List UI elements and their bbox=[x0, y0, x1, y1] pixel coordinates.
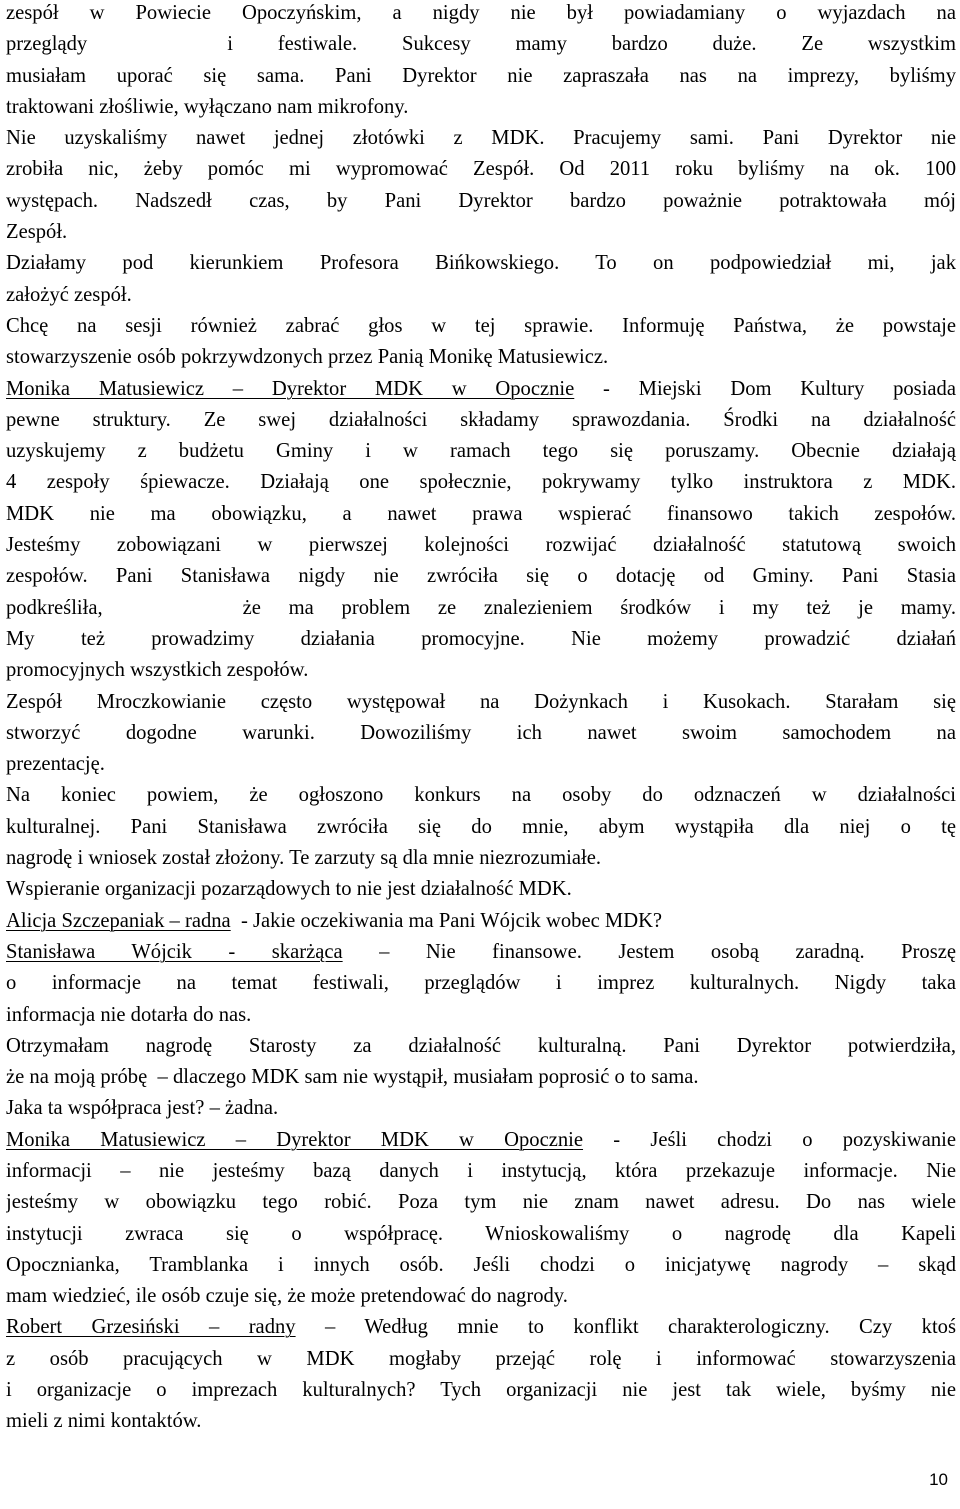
text-line bbox=[6, 1125, 956, 1156]
text-line: że na moją próbę – dlaczego MDK sam nie wystąpił, musiałam poprosić o to sama. bbox=[6, 1066, 699, 1089]
text-line: Opocznianka, Tramblanka i innych osób. Jeśli chodzi o inicjatywę nagrody – skąd bbox=[6, 1253, 956, 1276]
text-line: stowarzyszenie osób pokrzywdzonych przez Panią Monikę Matusiewicz. bbox=[6, 346, 609, 369]
text-line: informacji – nie jesteśmy bazą danych i instytucją, która przekazuje informacje. Nie bbox=[6, 1159, 956, 1182]
text-line: z osób pracujących w MDK mogłaby przejąć rolę i informować stowarzyszenia bbox=[6, 1347, 956, 1370]
text-line: promocyjnych wszystkich zespołów. bbox=[6, 659, 309, 682]
text-line: Zespół. bbox=[6, 221, 68, 244]
text-line: Na koniec powiem, że ogłoszono konkurs na osoby do odznaczeń w działalności bbox=[6, 784, 956, 807]
document-page bbox=[6, 0, 956, 1438]
text-line: nagrodę i wniosek został złożony. Te zarzuty są dla mnie niezrozumiałe. bbox=[6, 847, 601, 870]
text-line: musiałam uporać się sama. Pani Dyrektor nie zapraszała nas na imprezy, byliśmy bbox=[6, 64, 956, 87]
text-line: Zespół Mroczkowianie często występował na Dożynkach i Kusokach. Starałam się bbox=[6, 690, 956, 713]
speaker-name: Robert Grzesiński – radny bbox=[6, 1316, 296, 1339]
text-line: zrobiła nic, żeby pomóc mi wypromować Zespół. Od 2011 roku byliśmy na ok. 100 bbox=[6, 158, 956, 181]
text-line: 4 zespoły śpiewacze. Działają one społecznie, pokrywamy tylko instruktora z MDK. bbox=[6, 471, 956, 494]
text-line: mieli z nimi kontaktów. bbox=[6, 1410, 202, 1433]
text-line bbox=[6, 1312, 956, 1343]
speaker-name: Alicja Szczepaniak – radna bbox=[6, 909, 231, 932]
text-line bbox=[6, 593, 956, 624]
text-line: uzyskujemy z budżetu Gminy i w ramach tego się poruszamy. Obecnie działają bbox=[6, 440, 956, 463]
text-fragment: – Według mnie to konflikt charakterologiczny. Czy ktoś bbox=[295, 1316, 956, 1339]
speaker-name: Monika Matusiewicz – Dyrektor MDK w Opocznie bbox=[6, 1128, 584, 1151]
text-line: jesteśmy w obowiązku tego robić. Poza tym nie znam nawet adresu. Do nas wiele bbox=[6, 1191, 956, 1214]
page-number: 10 bbox=[929, 1470, 948, 1489]
text-line: Jaka ta współpraca jest? – żadna. bbox=[6, 1097, 279, 1120]
text-line: My też prowadzimy działania promocyjne. Nie możemy prowadzić działań bbox=[6, 627, 956, 650]
text-line: stworzyć dogodne warunki. Dowoziliśmy ich nawet swoim samochodem na bbox=[6, 721, 956, 744]
text-line: Wspieranie organizacji pozarządowych to nie jest działalność MDK. bbox=[6, 878, 572, 901]
text-fragment: i festiwale. Sukcesy mamy bardzo duże. Ze wszystkim bbox=[227, 33, 956, 56]
text-line: i organizacje o imprezach kulturalnych? Tych organizacji nie jest tak wiele, byśmy nie bbox=[6, 1379, 956, 1402]
text-line: występach. Nadszedł czas, by Pani Dyrektor bardzo poważnie potraktowała mój bbox=[6, 189, 956, 212]
text-line: zespół w Powiecie Opoczyńskim, a nigdy nie był powiadamiany o wyjazdach na bbox=[6, 2, 956, 24]
text-line: założyć zespół. bbox=[6, 283, 132, 306]
text-line: traktowani złośliwie, wyłączano nam mikrofony. bbox=[6, 95, 409, 118]
text-line: Nie uzyskaliśmy nawet jednej złotówki z MDK. Pracujemy sami. Pani Dyrektor nie bbox=[6, 127, 956, 150]
text-fragment: - Jakie oczekiwania ma Pani Wójcik wobec MDK? bbox=[230, 909, 663, 932]
text-line: instytucji zwraca się o współpracę. Wnioskowaliśmy o nagrodę dla Kapeli bbox=[6, 1222, 956, 1245]
text-line: Działamy pod kierunkiem Profesora Bińkowskiego. To on podpowiedział mi, jak bbox=[6, 252, 956, 275]
text-line bbox=[6, 374, 956, 405]
text-fragment: przeglądy bbox=[6, 33, 88, 56]
text-line: Otrzymałam nagrodę Starosty za działalność kulturalną. Pani Dyrektor potwierdziła, bbox=[6, 1034, 956, 1057]
text-fragment: – Nie finansowe. Jestem osobą zaradną. Proszę bbox=[342, 940, 956, 963]
text-line bbox=[6, 29, 956, 60]
text-line: prezentację. bbox=[6, 753, 105, 776]
text-line bbox=[6, 906, 956, 937]
text-fragment: podkreśliła, bbox=[6, 596, 103, 619]
text-line: mam wiedzieć, ile osób czuje się, że może pretendować do nagrody. bbox=[6, 1285, 568, 1308]
speaker-name: Stanisława Wójcik - skarżąca bbox=[6, 940, 343, 963]
text-fragment: że ma problem ze znalezieniem środków i my też je mamy. bbox=[242, 596, 956, 619]
text-line: zespołów. Pani Stanisława nigdy nie zwróciła się o dotację od Gminy. Pani Stasia bbox=[6, 565, 956, 588]
text-line bbox=[6, 937, 956, 968]
text-line: kulturalnej. Pani Stanisława zwróciła się do mnie, abym wystąpiła dla niej o tę bbox=[6, 815, 956, 838]
text-fragment: - Jeśli chodzi o pozyskiwanie bbox=[583, 1128, 956, 1151]
text-line: informacja nie dotarła do nas. bbox=[6, 1003, 252, 1026]
speaker-name: Monika Matusiewicz – Dyrektor MDK w Opocznie bbox=[6, 377, 575, 400]
text-line: MDK nie ma obowiązku, a nawet prawa wspierać finansowo takich zespołów. bbox=[6, 502, 956, 525]
text-fragment: - Miejski Dom Kultury posiada bbox=[574, 377, 956, 400]
text-line: pewne struktury. Ze swej działalności składamy sprawozdania. Środki na działalność bbox=[6, 408, 956, 431]
text-line: o informacje na temat festiwali, przeglądów i imprez kulturalnych. Nigdy taka bbox=[6, 972, 956, 995]
text-line: Jesteśmy zobowiązani w pierwszej kolejności rozwijać działalność statutową swoich bbox=[6, 534, 956, 557]
text-line: Chcę na sesji również zabrać głos w tej sprawie. Informuję Państwa, że powstaje bbox=[6, 314, 956, 337]
